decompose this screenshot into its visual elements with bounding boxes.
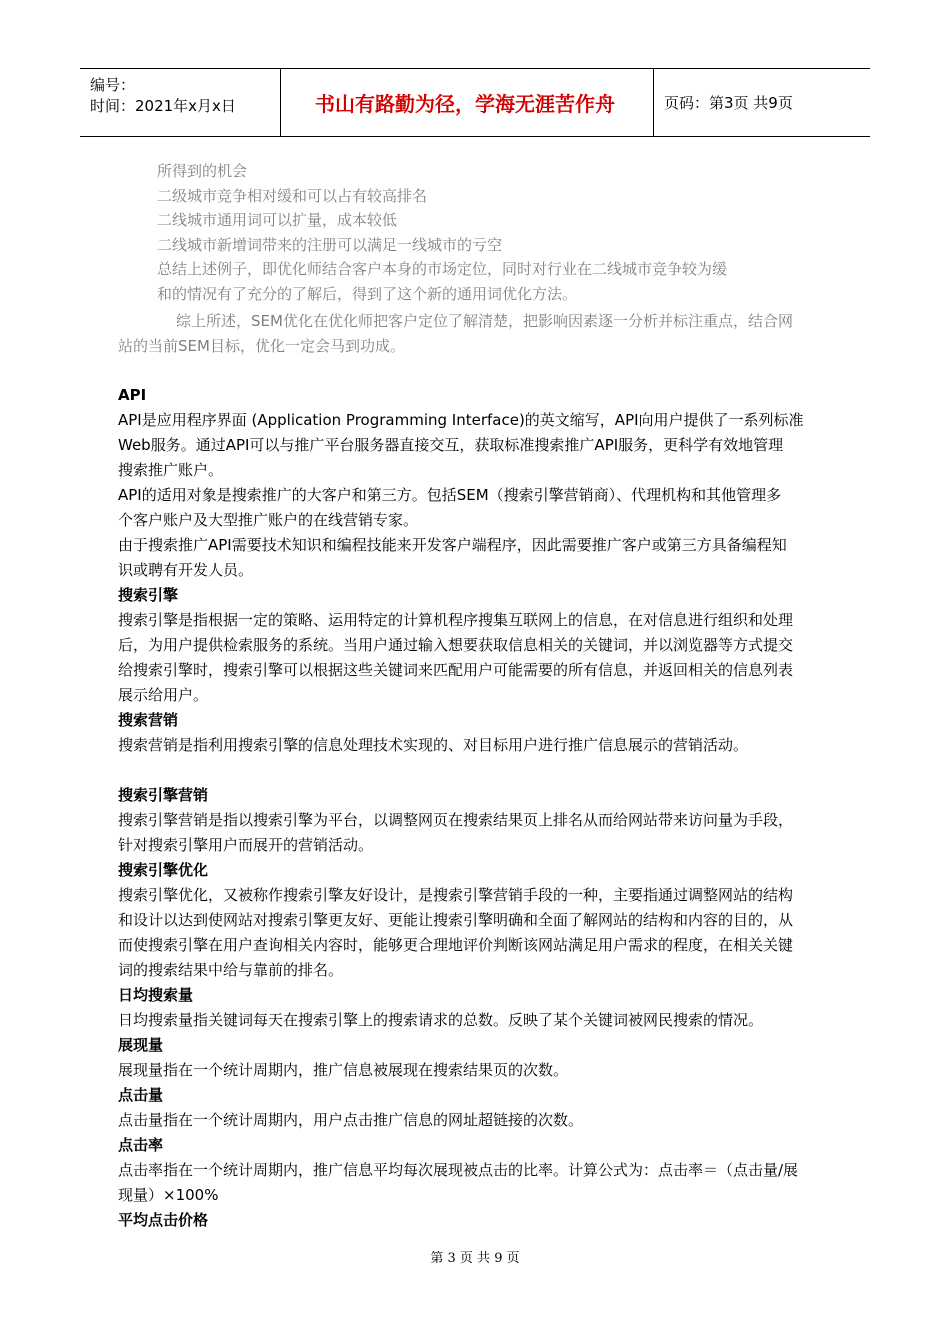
text-line: 搜索推广账户。 (118, 461, 224, 479)
text-line: 点击率指在一个统计周期内，推广信息平均每次展现被点击的比率。计算公式为：点击率＝（点击量/展 (118, 1161, 799, 1179)
text-line: 后，为用户提供检索服务的系统。当用户通过输入想要获取信息相关的关键词，并以浏览器等方式提交 (118, 636, 794, 654)
text-line: 由于搜索推广API需要技术知识和编程技能来开发客户端程序，因此需要推广客户或第三方具备编程知 (118, 536, 787, 554)
header-number-label: 编号： (90, 76, 136, 94)
intro-line: 总结上述例子，即优化师结合客户本身的市场定位，同时对行业在二线城市竞争较为缓 (157, 260, 728, 278)
section-title-search-marketing: 搜索营销 (118, 711, 179, 729)
blank-line (118, 758, 858, 783)
header-divider (653, 69, 654, 136)
header-page-label: 页码：第3页 共9页 (664, 94, 793, 112)
impressions-paragraph (118, 1058, 858, 1083)
intro-line: 所得到的机会 (157, 162, 248, 180)
text-line: 搜索引擎营销是指以搜索引擎为平台，以调整网页在搜索结果页上排名从而给网站带来访问量为手段， (118, 811, 794, 829)
api-paragraph (118, 483, 858, 533)
clicks-paragraph (118, 1108, 858, 1133)
intro-line: 二线城市通用词可以扩量，成本较低 (157, 211, 398, 229)
text-line: 日均搜索量指关键词每天在搜索引擎上的搜索请求的总数。反映了某个关键词被网民搜索的情况。 (118, 1011, 764, 1029)
text-line: 搜索引擎是指根据一定的策略、运用特定的计算机程序搜集互联网上的信息，在对信息进行组织和处理 (118, 611, 794, 629)
api-paragraph (118, 533, 858, 583)
section-title-api: API (118, 386, 147, 404)
section-title-daily-volume: 日均搜索量 (118, 986, 194, 1004)
section-title-seo: 搜索引擎优化 (118, 861, 209, 879)
text-line: 搜索营销是指利用搜索引擎的信息处理技术实现的、对目标用户进行推广信息展示的营销活动。 (118, 736, 749, 754)
text-line: API是应用程序界面 (Application Programming Interface)的英文缩写，API向用户提供了一系列标准 (118, 411, 804, 429)
seo-paragraph (118, 883, 858, 983)
text-line: 搜索引擎优化，又被称作搜索引擎友好设计，是搜索引擎营销手段的一种，主要指通过调整网站的结构 (118, 886, 794, 904)
text-line: 给搜索引擎时，搜索引擎可以根据这些关键词来匹配用户可能需要的所有信息，并返回相关的信息列表 (118, 661, 794, 679)
text-line: 词的搜索结果中给与靠前的排名。 (118, 961, 344, 979)
section-title-avg-cpc: 平均点击价格 (118, 1211, 209, 1229)
intro-line: 和的情况有了充分的了解后，得到了这个新的通用词优化方法。 (157, 284, 578, 303)
text-line: 和设计以达到使网站对搜索引擎更友好、更能让搜索引擎明确和全面了解网站的结构和内容的目的，从 (118, 911, 794, 929)
text-line: 针对搜索引擎用户而展开的营销活动。 (118, 836, 374, 854)
text-line: 展示给用户。 (118, 686, 209, 704)
section-title-impressions: 展现量 (118, 1036, 164, 1054)
summary-line: 站的当前SEM目标，优化一定会马到功成。 (118, 336, 405, 355)
intro-list (157, 159, 727, 306)
section-title-sem: 搜索引擎营销 (118, 786, 209, 804)
text-line: API的适用对象是搜索推广的大客户和第三方。包括SEM（搜索引擎营销商）、代理机构和其他管理多 (118, 486, 782, 504)
text-line: 识或聘有开发人员。 (118, 561, 254, 579)
page-footer: 第 3 页 共 9 页 (430, 1251, 520, 1266)
search-engine-paragraph (118, 608, 858, 708)
summary-line: 综上所述，SEM优化在优化师把客户定位了解清楚，把影响因素逐一分析并标注重点，结合网 (176, 312, 793, 330)
section-title-clicks: 点击量 (118, 1086, 164, 1104)
text-line: 点击量指在一个统计周期内，用户点击推广信息的网址超链接的次数。 (118, 1111, 584, 1129)
ctr-paragraph (118, 1158, 858, 1208)
search-marketing-paragraph (118, 733, 858, 758)
daily-volume-paragraph (118, 1008, 858, 1033)
text-line: 而使搜索引擎在用户查询相关内容时，能够更合理地评价判断该网站满足用户需求的程度，在相关关键 (118, 936, 794, 954)
text-line: Web服务。通过API可以与推广平台服务器直接交互，获取标准搜索推广API服务，更科学有效地管理 (118, 436, 784, 454)
header-time-label: 时间：2021年x月x日 (90, 97, 236, 115)
api-paragraph (118, 408, 858, 483)
header-motto: 书山有路勤为径，学海无涯苦作舟 (315, 92, 615, 116)
page-header (80, 68, 870, 137)
text-line: 个客户账户及大型推广账户的在线营销专家。 (118, 511, 419, 529)
text-line: 展现量指在一个统计周期内，推广信息被展现在搜索结果页的次数。 (118, 1061, 569, 1079)
header-meta (90, 75, 236, 117)
intro-summary (118, 309, 793, 358)
text-line: 现量）×100% (118, 1186, 219, 1204)
intro-line: 二级城市竞争相对缓和可以占有较高排名 (157, 186, 428, 205)
intro-line: 二线城市新增词带来的注册可以满足一线城市的亏空 (157, 235, 503, 254)
glossary (118, 383, 858, 1233)
section-title-ctr: 点击率 (118, 1136, 164, 1154)
section-title-search-engine: 搜索引擎 (118, 586, 179, 604)
sem-paragraph (118, 808, 858, 858)
